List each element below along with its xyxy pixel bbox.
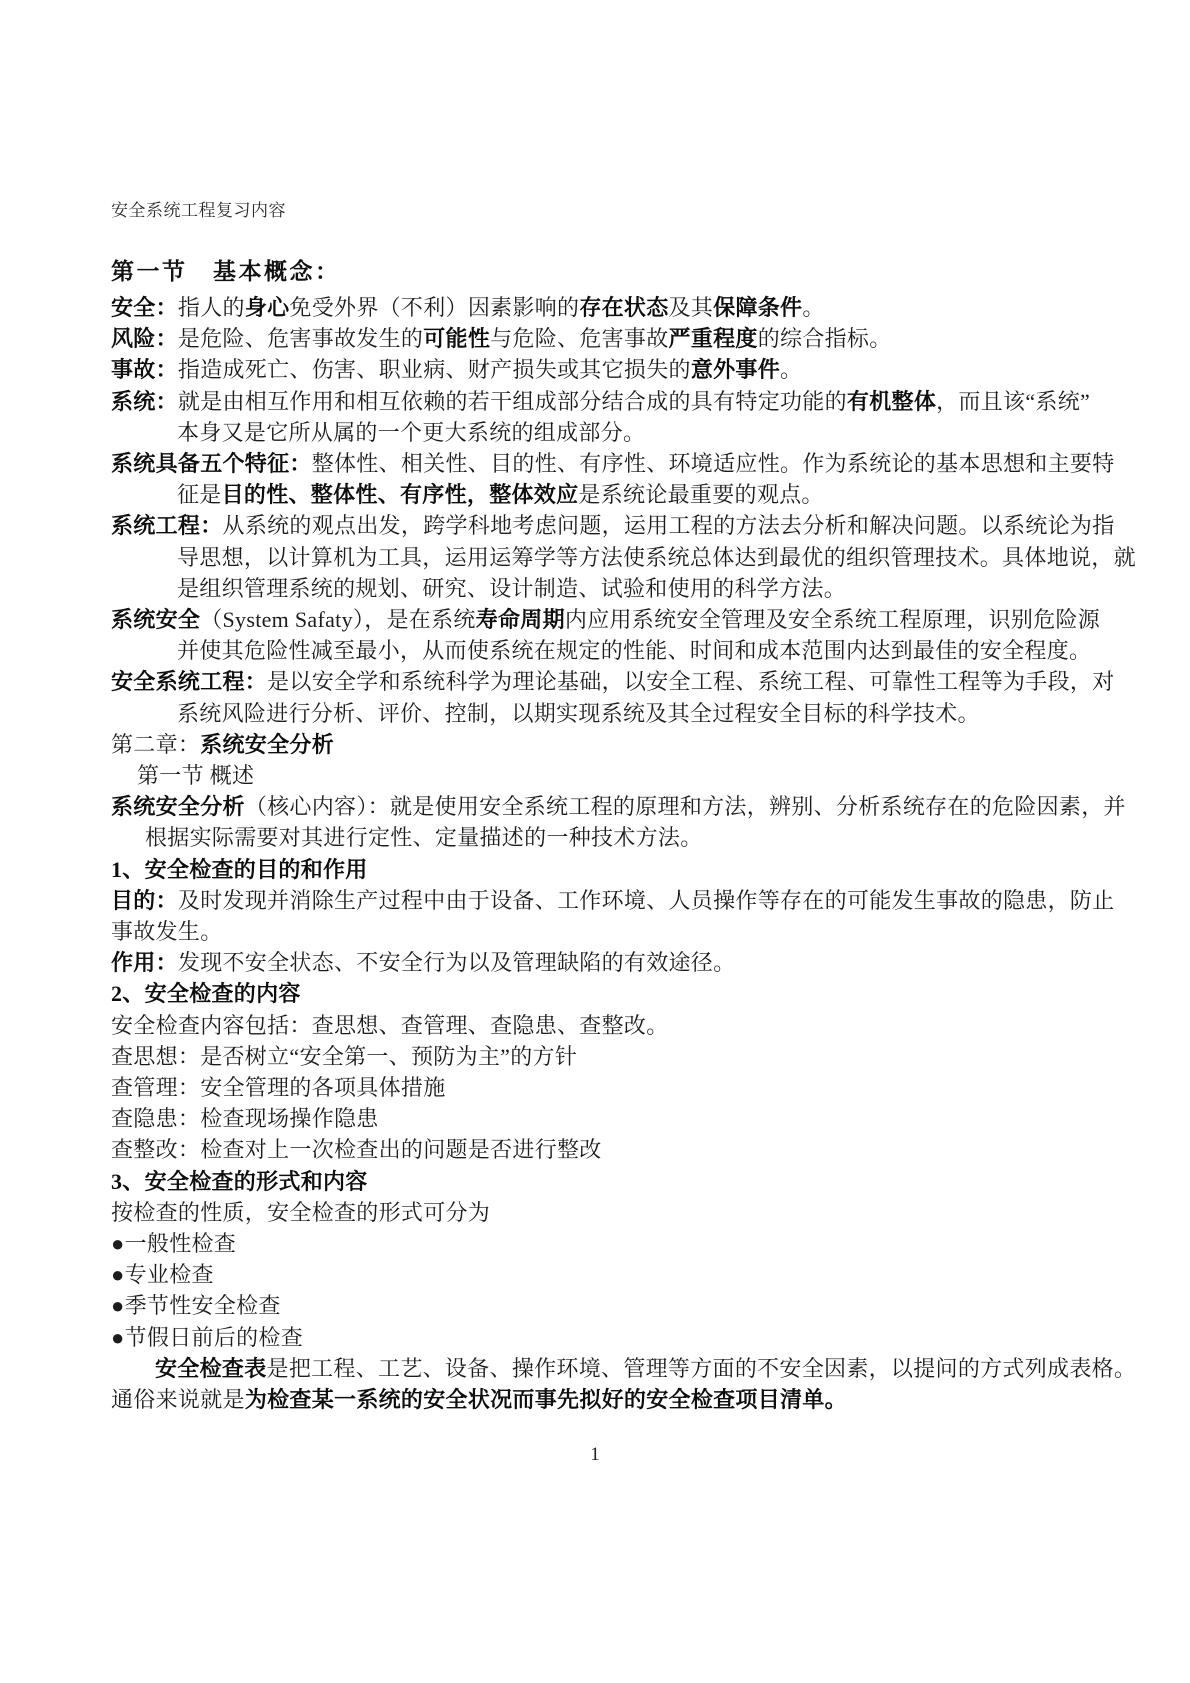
doc-text-run: （System Safaty），是在系统 — [200, 607, 476, 632]
doc-line — [111, 981, 301, 1007]
doc-line — [111, 451, 1115, 477]
doc-text-run: 查管理：安全管理的各项具体措施 — [111, 1075, 446, 1100]
doc-line — [111, 1200, 490, 1226]
doc-text-run: 第一节 概述 — [137, 763, 255, 788]
doc-text-run-bold: 为检查某一系统的安全状况而事先拟好的安全检查项目清单。 — [244, 1387, 847, 1412]
doc-text-run-bold: 保障条件 — [713, 295, 803, 320]
doc-line — [111, 607, 1100, 633]
doc-line — [111, 950, 735, 976]
doc-line — [111, 732, 334, 758]
doc-text-run: ，而且该“系统” — [936, 388, 1091, 414]
doc-line — [111, 857, 368, 883]
doc-text-run-bold: 可能性 — [423, 326, 491, 352]
doc-text-run: 。 — [802, 295, 825, 320]
doc-text-run: 按检查的性质，安全检查的形式可分为 — [111, 1199, 491, 1225]
doc-text-run-bold: 事故： — [111, 357, 178, 383]
doc-text-run: 安全检查内容包括：查思想、查管理、查隐患、查整改。 — [111, 1012, 669, 1038]
doc-text-run: ●一般性检查 — [111, 1231, 237, 1256]
doc-line — [145, 825, 703, 851]
doc-text-run: 的综合指标。 — [757, 326, 892, 352]
doc-text-run: 并使其危险性减至最小，从而使系统在规定的性能、时间和成本范围内达到最佳的安全程度。 — [177, 638, 1092, 664]
doc-header-title: 安全系统工程复习内容 — [111, 201, 286, 220]
doc-text-run: 从系统的观点出发，跨学科地考虑问题，运用工程的方法去分析和解决问题。以系统论为指 — [222, 513, 1115, 539]
doc-text-run: ●专业检查 — [111, 1262, 214, 1288]
doc-text-run: 整体性、相关性、目的性、有序性、环境适应性。作为系统论的基本思想和主要特 — [311, 451, 1115, 476]
doc-line — [111, 1293, 281, 1319]
doc-text-run-bold: 2、 — [111, 981, 145, 1007]
doc-text-run-bold: 安全系统工程： — [111, 669, 268, 695]
doc-text-run-bold: 系统具备五个特征： — [111, 451, 312, 476]
doc-text-run-bold: 3、 — [111, 1168, 145, 1194]
doc-text-run: 与危险、危害事故 — [490, 326, 669, 352]
doc-text-run: ●节假日前后的检查 — [111, 1324, 303, 1350]
doc-line — [111, 888, 1115, 914]
doc-line — [177, 482, 824, 508]
doc-text-run: 查隐患：检查现场操作隐患 — [111, 1106, 379, 1132]
doc-line — [111, 1075, 446, 1101]
doc-line — [111, 919, 223, 945]
doc-text-run-bold: 风险： — [111, 326, 178, 352]
doc-text-run: 是组织管理系统的规划、研究、设计制造、试验和使用的科学方法。 — [177, 575, 847, 601]
doc-line — [177, 701, 980, 727]
page-number: 1 — [590, 1444, 600, 1465]
doc-text-run: 查整改：检查对上一次检查出的问题是否进行整改 — [111, 1137, 602, 1163]
doc-line — [111, 1106, 379, 1132]
doc-text-run: 是把工程、工艺、设备、操作环境、管理等方面的不安全因素，以提问的方式列成表格。 — [266, 1355, 1137, 1381]
doc-line — [111, 1044, 577, 1070]
doc-text-run: 就是由相互作用和相互依赖的若干组成部分结合成的具有特定功能的 — [177, 388, 847, 414]
doc-text-run: 指人的 — [177, 295, 245, 320]
doc-line — [111, 389, 1090, 415]
doc-text-run: 是以安全学和系统科学为理论基础，以安全工程、系统工程、可靠性工程等为手段，对 — [267, 669, 1115, 695]
doc-line — [111, 669, 1115, 695]
doc-text-run: 指造成死亡、伤害、职业病、财产损失或其它损失的 — [177, 357, 691, 383]
doc-text-run-bold: 目的性、整体性、有序性，整体效应 — [221, 482, 579, 508]
doc-text-run: 征是 — [177, 482, 222, 508]
doc-line — [111, 357, 802, 383]
doc-line — [111, 1262, 214, 1288]
doc-text-run-bold: 系统工程： — [111, 513, 223, 539]
doc-text-run: 根据实际需要对其进行定性、定量描述的一种技术方法。 — [145, 825, 703, 851]
doc-line — [177, 638, 1091, 664]
doc-text-run-bold: 安全检查的形式和内容 — [144, 1168, 368, 1194]
doc-text-run: 免受外界（不利）因素影响的 — [289, 295, 580, 320]
doc-line — [111, 1325, 303, 1351]
doc-text-run-bold: 目的： — [111, 887, 178, 913]
doc-text-run: 本身又是它所从属的一个更大系统的组成部分。 — [177, 419, 646, 445]
doc-line — [111, 1387, 847, 1413]
doc-text-run: （核心内容）：就是使用安全系统工程的原理和方法，辨别、分析系统存在的危险因素，并 — [244, 794, 1126, 820]
doc-text-run: 系统风险进行分析、评价、控制，以期实现系统及其全过程安全目标的科学技术。 — [177, 700, 980, 726]
doc-text-run: 通俗来说就是 — [111, 1387, 245, 1412]
doc-line — [177, 576, 846, 602]
doc-line — [177, 545, 1136, 571]
doc-text-run: 。 — [780, 357, 803, 383]
doc-text-run-bold: 作用： — [111, 950, 178, 976]
doc-line — [111, 1137, 602, 1163]
doc-text-run-bold: 有机整体 — [846, 388, 937, 414]
doc-text-run: ●季节性安全检查 — [111, 1293, 281, 1319]
doc-line — [111, 1231, 236, 1257]
doc-line — [111, 513, 1115, 539]
doc-text-run: 发现不安全状态、不安全行为以及管理缺陷的有效途径。 — [177, 950, 736, 976]
doc-text-run-bold: 意外事件 — [690, 357, 781, 383]
doc-text-run-bold: 1、 — [111, 856, 145, 882]
doc-text-run-bold: 安全： — [111, 295, 178, 320]
doc-line — [111, 1013, 669, 1039]
doc-text-run-bold: 系统安全分析 — [111, 794, 245, 820]
doc-line — [111, 1169, 368, 1195]
doc-text-run-bold: 系统： — [111, 388, 178, 414]
doc-line — [111, 295, 825, 321]
doc-text-run: 查思想：是否树立“安全第一、预防为主”的方针 — [111, 1043, 578, 1069]
doc-text-run-bold: 系统安全 — [111, 607, 201, 632]
doc-text-run: 是危险、危害事故发生的 — [177, 326, 424, 352]
doc-line — [177, 420, 645, 446]
doc-line — [111, 326, 892, 352]
doc-text-run: 及时发现并消除生产过程中由于设备、工作环境、人员操作等存在的可能发生事故的隐患，防止 — [177, 887, 1115, 913]
doc-text-run: 是系统论最重要的观点。 — [578, 482, 824, 508]
doc-text-run: 及其 — [668, 295, 714, 320]
doc-text-run: 导思想，以计算机为工具，运用运筹学等方法使系统总体达到最优的组织管理技术。具体地说，就 — [177, 544, 1136, 570]
doc-text-run: 事故发生。 — [111, 919, 223, 944]
section-heading: 第一节 基本概念： — [111, 259, 341, 284]
doc-text-run-bold: 存在状态 — [579, 295, 669, 320]
doc-text-run-bold: 安全检查的内容 — [144, 981, 301, 1007]
doc-line — [137, 763, 254, 789]
doc-text-run-bold: 寿命周期 — [475, 607, 565, 632]
doc-text-run-bold: 严重程度 — [668, 326, 758, 352]
doc-text-run: 第二章： — [111, 731, 201, 757]
doc-line — [111, 794, 1126, 820]
doc-text-run-bold: 安全检查的目的和作用 — [144, 856, 368, 882]
doc-text-run-bold: 安全检查表 — [155, 1355, 267, 1381]
doc-text-run-bold: 身心 — [244, 295, 290, 320]
doc-line — [155, 1356, 1136, 1382]
doc-text-run: 内应用系统安全管理及安全系统工程原理，识别危险源 — [564, 607, 1101, 632]
doc-text-run-bold: 系统安全分析 — [200, 731, 335, 757]
